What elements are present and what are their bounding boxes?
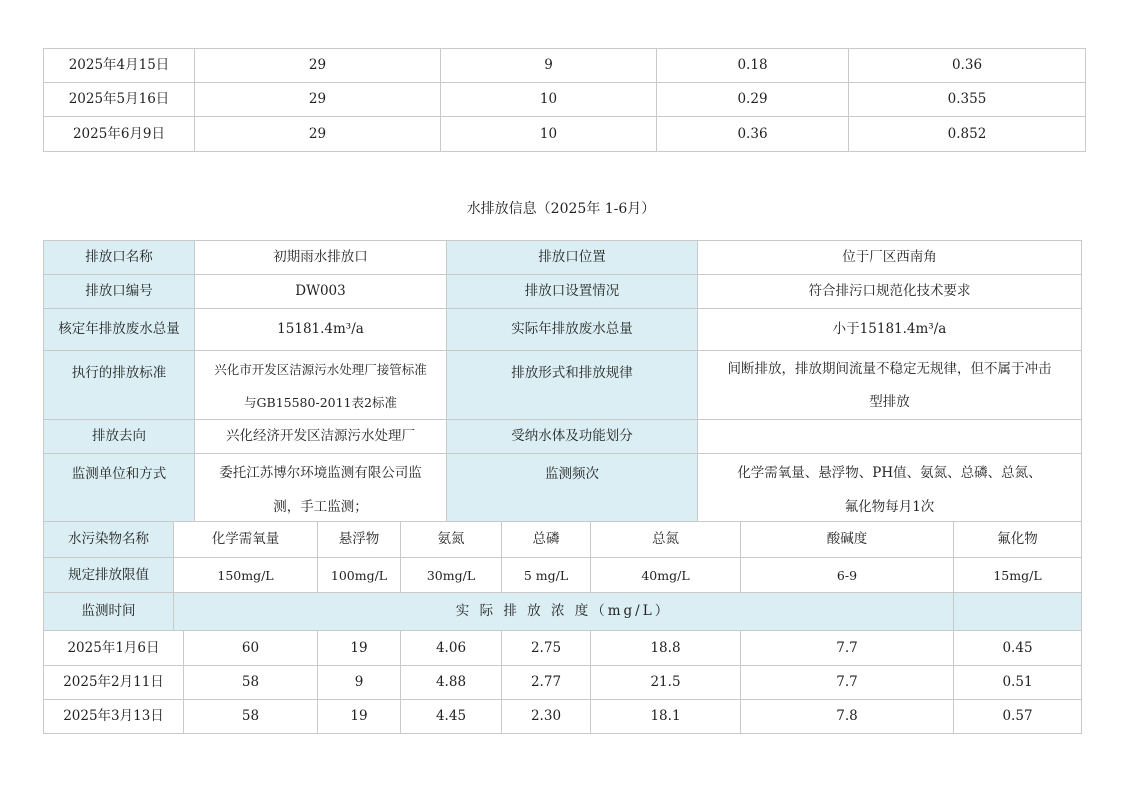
outlet-code-value: DW003 xyxy=(194,274,447,309)
approved-total-label: 核定年排放废水总量 xyxy=(43,308,195,351)
outlet-setup-value: 符合排污口规范化技术要求 xyxy=(697,274,1082,309)
table-cell: 2025年5月16日 xyxy=(43,82,195,117)
monitor-freq-line: 化学需氧量、悬浮物、PH值、氨氮、总磷、总氮、 xyxy=(737,465,1042,481)
standard-line: 与GB15580-2011表2标准 xyxy=(244,395,397,410)
measure-value: 18.1 xyxy=(590,699,741,734)
table-cell: 2025年6月9日 xyxy=(43,116,195,152)
limit-value: 150mg/L xyxy=(173,557,318,593)
table-cell: 0.29 xyxy=(656,82,849,117)
measure-value: 0.57 xyxy=(953,699,1082,734)
header-empty-cell xyxy=(953,592,1082,631)
discharge-mode-line: 型排放 xyxy=(869,394,910,410)
limit-value: 40mg/L xyxy=(590,557,741,593)
destination-value: 兴化经济开发区洁源污水处理厂 xyxy=(194,419,447,454)
outlet-name-value: 初期雨水排放口 xyxy=(194,240,447,275)
limit-value: 30mg/L xyxy=(400,557,502,593)
monitor-unit-line: 测，手工监测； xyxy=(273,499,368,515)
pollutant-name: 悬浮物 xyxy=(317,521,401,558)
standard-line: 兴化市开发区洁源污水处理厂接管标准 xyxy=(214,362,427,377)
limit-value: 5 mg/L xyxy=(501,557,591,593)
measure-date: 2025年1月6日 xyxy=(43,630,184,666)
measure-value: 0.51 xyxy=(953,665,1082,700)
measure-value: 18.8 xyxy=(590,630,741,666)
discharge-mode-label: 排放形式和排放规律 xyxy=(446,350,698,420)
receiving-water-label: 受纳水体及功能划分 xyxy=(446,419,698,454)
monitor-freq-line: 氟化物每月1次 xyxy=(844,499,935,515)
actual-total-label: 实际年排放废水总量 xyxy=(446,308,698,351)
monitor-unit-label: 监测单位和方式 xyxy=(43,453,195,522)
table-cell: 29 xyxy=(194,82,441,117)
approved-total-value: 15181.4m³/a xyxy=(194,308,447,351)
table-cell: 0.852 xyxy=(848,116,1086,152)
concentration-header: 实 际 排 放 浓 度（mg/L） xyxy=(173,592,954,631)
receiving-water-value xyxy=(697,419,1082,454)
measure-date: 2025年3月13日 xyxy=(43,699,184,734)
measure-value: 9 xyxy=(317,665,401,700)
monitor-freq-label: 监测频次 xyxy=(446,453,698,522)
measure-value: 2.30 xyxy=(501,699,591,734)
pollutant-name: 化学需氧量 xyxy=(173,521,318,558)
outlet-name-label: 排放口名称 xyxy=(43,240,195,275)
outlet-location-value: 位于厂区西南角 xyxy=(697,240,1082,275)
standard-value xyxy=(194,350,447,420)
table-cell: 10 xyxy=(440,116,657,152)
measure-value: 4.06 xyxy=(400,630,502,666)
discharge-mode-value xyxy=(697,350,1082,420)
pollutant-name: 氟化物 xyxy=(953,521,1082,558)
measure-value: 2.75 xyxy=(501,630,591,666)
table-cell: 10 xyxy=(440,82,657,117)
limit-value: 15mg/L xyxy=(953,557,1082,593)
monitor-unit-value xyxy=(194,453,447,522)
table-cell: 9 xyxy=(440,48,657,83)
measure-date: 2025年2月11日 xyxy=(43,665,184,700)
measure-value: 60 xyxy=(183,630,318,666)
measure-value: 0.45 xyxy=(953,630,1082,666)
actual-total-value: 小于15181.4m³/a xyxy=(697,308,1082,351)
limit-label: 规定排放限值 xyxy=(43,557,174,593)
measure-value: 7.8 xyxy=(740,699,954,734)
pollutant-name: 总氮 xyxy=(590,521,741,558)
table-cell: 29 xyxy=(194,48,441,83)
pollutant-name: 总磷 xyxy=(501,521,591,558)
measure-value: 7.7 xyxy=(740,665,954,700)
pollutant-name: 氨氮 xyxy=(400,521,502,558)
pollutant-name-label: 水污染物名称 xyxy=(43,521,174,558)
table-cell: 0.36 xyxy=(848,48,1086,83)
section-title: 水排放信息（2025年 1-6月） xyxy=(466,201,656,217)
measure-value: 19 xyxy=(317,699,401,734)
standard-label: 执行的排放标准 xyxy=(43,350,195,420)
measure-value: 2.77 xyxy=(501,665,591,700)
pollutant-name: 酸碱度 xyxy=(740,521,954,558)
table-cell: 0.18 xyxy=(656,48,849,83)
outlet-location-label: 排放口位置 xyxy=(446,240,698,275)
monitor-freq-value xyxy=(697,453,1082,522)
destination-label: 排放去向 xyxy=(43,419,195,454)
table-cell: 29 xyxy=(194,116,441,152)
measure-value: 21.5 xyxy=(590,665,741,700)
discharge-mode-line: 间断排放，排放期间流量不稳定无规律，但不属于冲击 xyxy=(727,361,1052,377)
table-cell: 0.36 xyxy=(656,116,849,152)
measure-value: 58 xyxy=(183,665,318,700)
limit-value: 100mg/L xyxy=(317,557,401,593)
monitor-unit-line: 委托江苏博尔环境监测有限公司监 xyxy=(219,465,422,481)
outlet-code-label: 排放口编号 xyxy=(43,274,195,309)
measure-value: 19 xyxy=(317,630,401,666)
table-cell: 2025年4月15日 xyxy=(43,48,195,83)
table-cell: 0.355 xyxy=(848,82,1086,117)
measure-value: 4.45 xyxy=(400,699,502,734)
measure-value: 7.7 xyxy=(740,630,954,666)
measure-value: 58 xyxy=(183,699,318,734)
outlet-setup-label: 排放口设置情况 xyxy=(446,274,698,309)
monitor-time-label: 监测时间 xyxy=(43,592,174,631)
limit-value: 6-9 xyxy=(740,557,954,593)
measure-value: 4.88 xyxy=(400,665,502,700)
